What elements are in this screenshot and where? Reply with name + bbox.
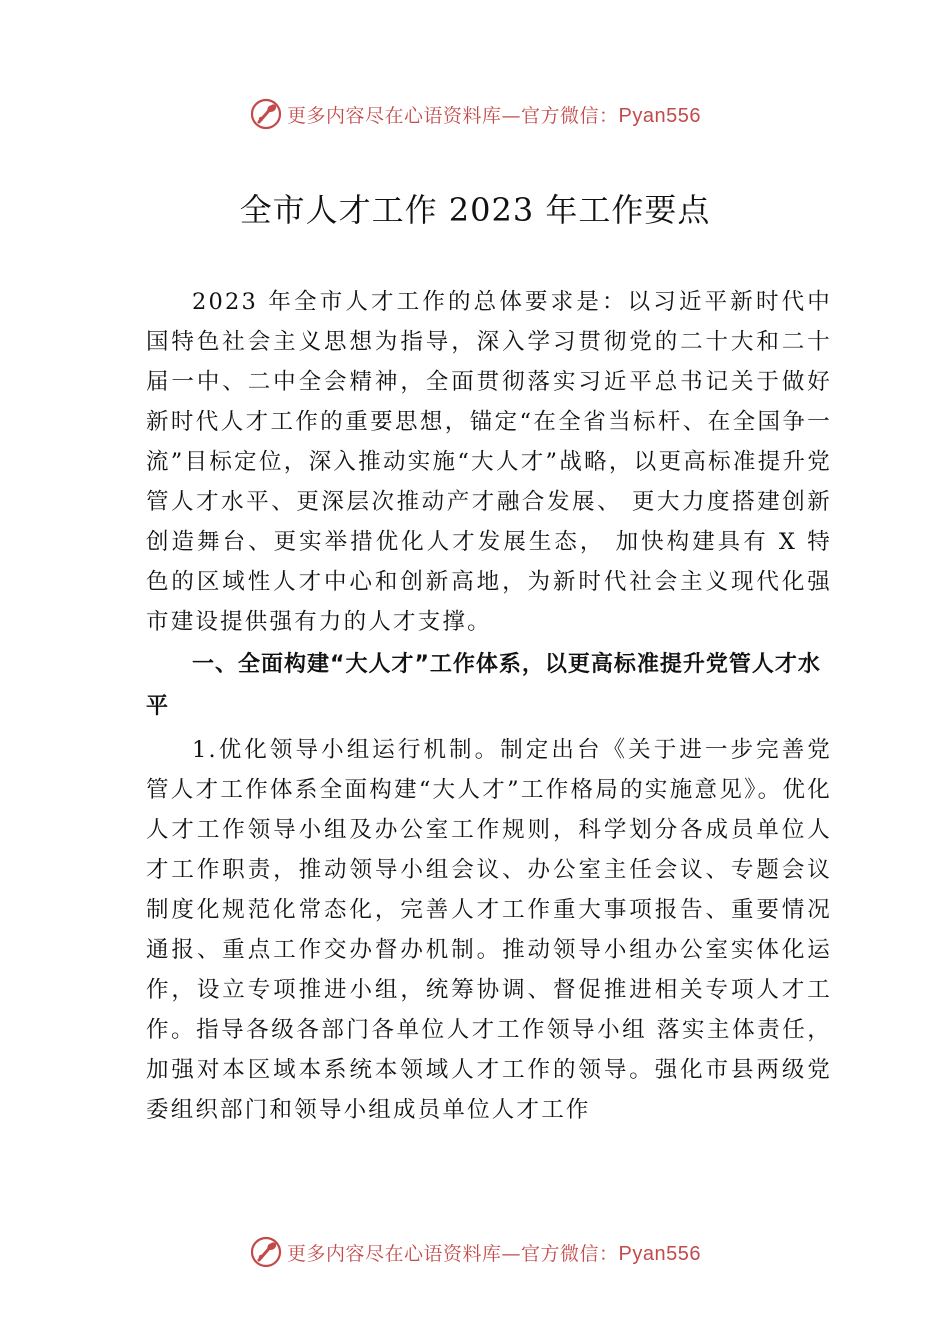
section-heading: 一、全面构建“大人才”工作体系，以更高标准提升党管人才水平 (146, 652, 821, 719)
watermark-id: Pyan556 (618, 1242, 701, 1265)
quill-seal-icon (249, 1235, 283, 1269)
item-paragraph: 1.优化领导小组运行机制。制定出台《关于进一步完善党管人才工作体系全面构建“大人才”工作格局的实施意见》。优化人才工作领导小组及办公室工作规则，科学划分各成员单位人才工作职责，推动领导小组会议、办公室主任会议、专题会议制度化规范化常态化，完善人才工作重大事项报告、重要情况通报、重点工作交办督办机制。推动领导小组办公室实体化运作，设立专项推进小组，统筹协调、督促推进相关专项人才工作。指导各级各部门各单位人才工作领导小组 落实主体责任，加强对本区域本系统本领域人才工作的领导。强化市县两级党委组织部门和领导小组成员单位人才工作 (146, 737, 832, 1123)
document-body (146, 282, 832, 1130)
document-title: 全市人才工作 2023 年工作要点 (239, 191, 711, 229)
intro-paragraph: 2023 年全市人才工作的总体要求是：以习近平新时代中国特色社会主义思想为指导，深入学习贯彻党的二十大和二十届一中、二中全会精神，全面贯彻落实习近平总书记关于做好新时代人才工作的重要思想，锚定“在全省当标杆、在全国争一流”目标定位，深入推动实施“大人才”战略，以更高标准提升党管人才水平、更深层次推动产才融合发展、 更大力度搭建创新创造舞台、更实举措优化人才发展生态， 加快构建具有 X 特色的区域性人才中心和创新高地，为新时代社会主义现代化强市建设提供强有力的人才支撑。 (146, 289, 832, 635)
watermark-text: 更多内容尽在心语资料库—官方微信：Pyan556 (287, 104, 701, 127)
watermark-id: Pyan556 (618, 104, 701, 127)
quill-seal-icon (249, 97, 283, 131)
footer-watermark (0, 1232, 950, 1272)
header-watermark (0, 94, 950, 134)
watermark-text: 更多内容尽在心语资料库—官方微信：Pyan556 (287, 1242, 701, 1265)
